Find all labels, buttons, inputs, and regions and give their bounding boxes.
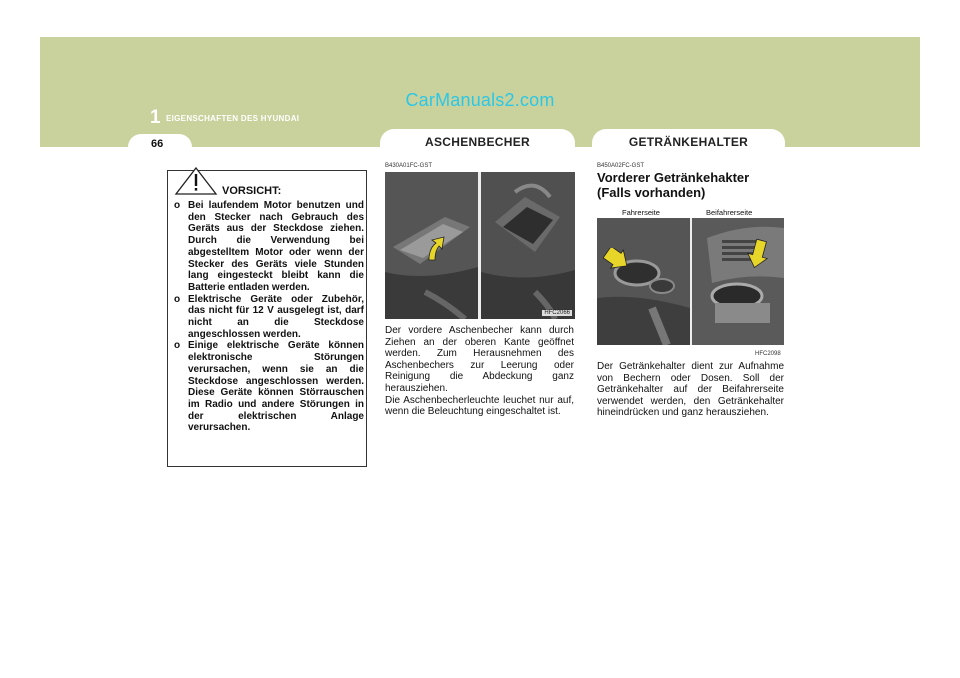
arrow-icon	[747, 238, 769, 275]
chapter-number: 1	[150, 107, 161, 128]
warning-item-text: Bei laufendem Motor benutzen und den Stecker nach Gebrauch des Geräts aus der Steckdose ziehen. Durch die Verwendung bei abgestelltem Motor oder wenn der Stecker des Geräts viele Stunden lang eingesteckt bleibt kann die Batterie entladen werden.	[188, 200, 364, 293]
warning-item	[174, 340, 364, 434]
label-driver-side: Fahrerseite	[622, 208, 660, 217]
cupholder-heading-line2: (Falls vorhanden)	[597, 184, 706, 200]
warning-triangle-icon	[174, 166, 218, 201]
warning-title: VORSICHT:	[222, 185, 282, 197]
warning-item	[174, 294, 364, 341]
watermark[interactable]: CarManuals2.com	[405, 90, 555, 110]
warning-item-text: Einige elektrische Geräte können elektronische Störungen verursachen, wenn sie an die Steckdose angeschlossen werden. Diese Geräte können Störrauschen im Radio und andere Störungen in der elektrischen Anlage verursachen.	[188, 340, 364, 434]
cupholder-heading	[597, 171, 787, 200]
cupholder-image-code: HFC2098	[755, 351, 781, 357]
bullet: o	[174, 200, 181, 211]
warning-item-text: Elektrische Geräte oder Zubehör, das nicht für 12 V ausgelegt ist, darf nicht an die Steckdose angeschlossen werden.	[188, 293, 364, 340]
warning-list	[174, 200, 364, 434]
ashtray-body	[385, 325, 574, 418]
cupholder-photo	[597, 218, 784, 345]
ashtray-body-text: Der vordere Aschenbecher kann durch Ziehen an der oberen Kante geöffnet werden. Zum Herausnehmen des Aschenbechers zur Leerung oder Reinigung die Abdeckung ganz herausziehen.	[385, 325, 574, 394]
ashtray-photo	[385, 172, 575, 319]
ashtray-image-code: HFC2066	[544, 310, 570, 316]
bullet: o	[174, 293, 181, 305]
label-passenger-side: Beifahrerseite	[706, 208, 753, 217]
page-number: 66	[151, 138, 164, 150]
cupholder-code: B450A02FC-GST	[597, 163, 645, 169]
section-tab-cupholder: GETRÄNKEHALTER	[592, 129, 785, 157]
ashtray-code: B430A01FC-GST	[385, 163, 433, 169]
cupholder-heading-line1: Vorderer Getränkehakter	[597, 170, 750, 185]
arrow-icon	[603, 248, 631, 275]
warning-item	[174, 200, 364, 294]
section-tab-ashtray: ASCHENBECHER	[380, 129, 575, 157]
ashtray-body-text-2: Die Aschenbecherleuchte leuchet nur auf, wenn die Beleuchtung eingeschaltet ist.	[385, 394, 574, 418]
chapter-title: EIGENSCHAFTEN DES HYUNDAI	[166, 114, 300, 123]
bullet: o	[174, 340, 181, 352]
arrow-icon	[423, 234, 447, 267]
cupholder-body: Der Getränkehalter dient zur Aufnahme von Bechern oder Dosen. Soll der Getränkehalter auf der Beifahrerseite verwendet werden, den Getränkehalter hineindrücken und ganz herausziehen.	[597, 361, 784, 419]
